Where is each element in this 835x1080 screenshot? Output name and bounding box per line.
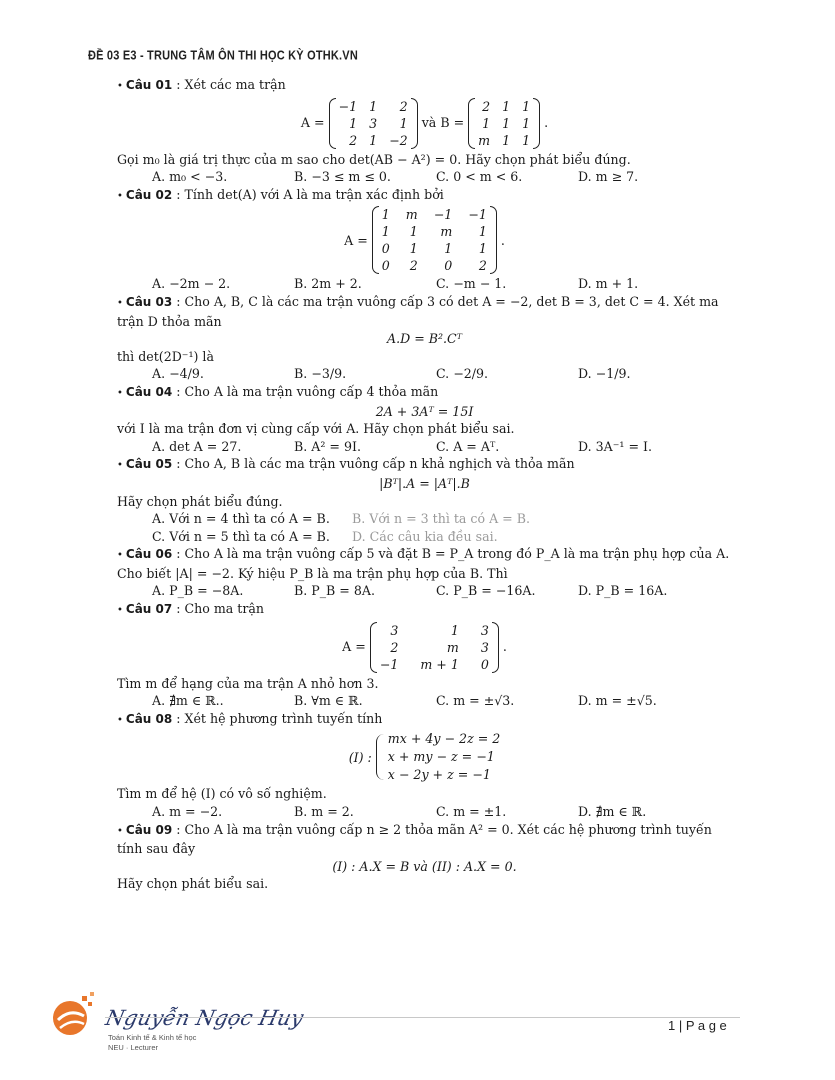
q5-formula: |Bᵀ|.A = |Aᵀ|.B: [379, 475, 470, 491]
q7-matrix-A: [370, 622, 499, 673]
equation-3: x − 2y + z = −1: [387, 767, 491, 783]
matrix-cell: 3: [480, 639, 489, 655]
option-b: B. −3/9.: [294, 366, 347, 382]
matrix-cell: m + 1: [420, 656, 459, 672]
q3-options: [117, 365, 732, 383]
bullet: •: [117, 297, 123, 309]
option-b: B. A² = 9I.: [294, 438, 361, 454]
bullet: •: [117, 190, 123, 202]
matrix-cell: m: [478, 132, 491, 148]
q9-intro2: tính sau đây: [117, 841, 196, 857]
q6-heading: [117, 545, 732, 565]
q8-sys-label: (I) :: [348, 749, 372, 765]
option-c: C. A = Aᵀ.: [436, 438, 500, 454]
matrix-cell: 3: [480, 622, 489, 638]
q1-tail: .: [544, 115, 549, 131]
matrix-cell: −1: [468, 207, 487, 223]
q6-title: Câu 06: [125, 547, 173, 562]
q1-title: Câu 01: [125, 78, 173, 92]
option-a: A. m₀ < −3.: [152, 169, 228, 185]
q2-matrix-row: [117, 206, 732, 274]
matrix-cell: 0: [381, 258, 390, 274]
option-c: C. m = ±1.: [436, 804, 507, 820]
q6-intro: : Cho A là ma trận vuông cấp 5 và đặt B = P_A trong đó P_A là ma trận phụ hợp của A.: [176, 546, 730, 562]
q3-text: thì det(2D⁻¹) là: [117, 348, 214, 364]
option-a: A. m = −2.: [152, 804, 223, 820]
option-d: D. ∄m ∈ ℝ.: [578, 804, 647, 820]
q7-A-label: A =: [342, 639, 366, 655]
q3-title: Câu 03: [125, 294, 173, 309]
q7-title: Câu 07: [125, 602, 173, 617]
q1-heading: [117, 76, 732, 96]
q9-title: Câu 09: [125, 822, 173, 837]
q8-intro: : Xét hệ phương trình tuyến tính: [176, 710, 383, 726]
q4-intro: : Cho A là ma trận vuông cấp 4 thỏa mãn: [176, 383, 439, 399]
option-d: D. P_B = 16A.: [578, 583, 668, 599]
matrix-cell: 1: [522, 132, 531, 148]
bullet: •: [117, 605, 123, 617]
matrix-cell: 2: [399, 98, 408, 114]
equation-1: mx + 4y − 2z = 2: [387, 731, 501, 747]
option-a: A. P_B = −8A.: [152, 583, 244, 599]
q1-intro: : Xét các ma trận: [176, 77, 286, 92]
option-a: A. det A = 27.: [152, 438, 242, 454]
q1-options: [117, 168, 732, 186]
logo-icon: [48, 990, 110, 1042]
q4-options: [117, 438, 732, 456]
matrix-cell: 1: [482, 115, 491, 131]
exam-content: [117, 76, 732, 893]
bullet: •: [117, 460, 123, 472]
option-b: B. 2m + 2.: [294, 276, 362, 292]
option-a: A. −4/9.: [152, 366, 204, 382]
q1-text: Gọi m₀ là giá trị thực của m sao cho det(AB − A²) = 0. Hãy chọn phát biểu đúng.: [117, 151, 631, 167]
option-c: C. m = ±√3.: [436, 693, 515, 709]
q9-intro: : Cho A là ma trận vuông cấp n ≥ 2 thỏa mãn A² = 0. Xét các hệ phương trình tuyến: [176, 821, 712, 837]
q1-matrices: [117, 98, 732, 149]
q1-matrix-A: [329, 98, 418, 149]
matrix-cell: 1: [502, 132, 511, 148]
q3-heading: [117, 293, 732, 313]
q7-tail: .: [502, 639, 507, 655]
q1-mid: và B =: [421, 115, 465, 131]
q8-equations: [376, 730, 501, 784]
logo-caption: [108, 1033, 196, 1053]
q3-intro2: trận D thỏa mãn: [117, 313, 222, 329]
matrix-cell: 3: [390, 622, 399, 638]
q2-tail: .: [500, 232, 505, 248]
q7-options: [117, 692, 732, 710]
matrix-cell: 0: [444, 258, 453, 274]
option-b: B. Với n = 3 thì ta có A = B.: [352, 511, 530, 527]
matrix-cell: 1: [450, 622, 459, 638]
logo-line-2: NEU · Lecturer: [108, 1043, 159, 1052]
q9-formula: (I) : A.X = B và (II) : A.X = 0.: [332, 858, 517, 874]
q8-system: [117, 730, 732, 784]
matrix-cell: 1: [381, 207, 390, 223]
option-a: A. −2m − 2.: [152, 276, 231, 292]
option-c: C. −m − 1.: [436, 276, 507, 292]
footer-divider: [105, 1017, 740, 1018]
matrix-cell: 1: [522, 115, 531, 131]
matrix-cell: 1: [478, 241, 487, 257]
page-number: 1 | P a g e: [668, 1018, 727, 1033]
q7-heading: [117, 600, 732, 620]
q9-heading: [117, 821, 732, 841]
q5-heading: [117, 455, 732, 475]
q8-options: [117, 803, 732, 821]
option-d: D. m + 1.: [578, 276, 639, 292]
q6-text: Cho biết |A| = −2. Ký hiệu P_B là ma trận phụ hợp của B. Thì: [117, 565, 508, 581]
option-b: B. −3 ≤ m ≤ 0.: [294, 169, 391, 185]
matrix-cell: 0: [480, 656, 489, 672]
q4-formula: 2A + 3Aᵀ = 15I: [375, 403, 474, 419]
option-b: B. P_B = 8A.: [294, 583, 375, 599]
q8-title: Câu 08: [125, 711, 173, 726]
q6-options: [117, 582, 732, 600]
option-b: B. m = 2.: [294, 804, 354, 820]
matrix-cell: 0: [381, 241, 390, 257]
q9-text: Hãy chọn phát biểu sai.: [117, 876, 269, 892]
q7-text: Tìm m để hạng của ma trận A nhỏ hơn 3.: [117, 675, 379, 691]
matrix-cell: 2: [478, 258, 487, 274]
option-b: B. ∀m ∈ ℝ.: [294, 693, 363, 709]
matrix-cell: 2: [409, 258, 418, 274]
matrix-cell: −1: [379, 656, 399, 672]
q2-intro: : Tính det(A) với A là ma trận xác định bởi: [176, 186, 444, 202]
matrix-cell: 3: [369, 115, 378, 131]
option-d: D. −1/9.: [578, 366, 631, 382]
matrix-cell: 1: [502, 98, 511, 114]
matrix-cell: 2: [349, 132, 358, 148]
matrix-cell: 2: [390, 639, 399, 655]
bullet: •: [117, 387, 123, 399]
matrix-cell: −2: [389, 132, 408, 148]
matrix-cell: −1: [338, 98, 358, 114]
matrix-cell: −1: [433, 207, 453, 223]
q2-heading: [117, 186, 732, 206]
option-a: A. Với n = 4 thì ta có A = B.: [152, 511, 330, 527]
q3-intro: : Cho A, B, C là các ma trận vuông cấp 3 có det A = −2, det B = 3, det C = 4. Xét ma: [176, 293, 719, 309]
option-c: C. −2/9.: [436, 366, 489, 382]
option-d: D. 3A⁻¹ = I.: [578, 438, 652, 454]
matrix-cell: 1: [409, 241, 418, 257]
q7-matrix-row: [117, 622, 732, 673]
bullet: •: [117, 550, 123, 562]
equation-2: x + my − z = −1: [387, 749, 495, 765]
matrix-cell: m: [446, 639, 459, 655]
signature: Nguyễn Ngọc Huy: [103, 1006, 306, 1030]
q2-title: Câu 02: [125, 187, 173, 202]
q3-formula: A.D = B².Cᵀ: [387, 331, 462, 347]
matrix-cell: 1: [399, 115, 408, 131]
q8-text: Tìm m để hệ (I) có vô số nghiệm.: [117, 786, 327, 802]
q1-A-label: A =: [300, 115, 325, 131]
matrix-cell: 1: [502, 115, 511, 131]
bullet: •: [117, 825, 123, 837]
q5-options-row1: [117, 510, 732, 528]
option-c: C. 0 < m < 6.: [436, 169, 523, 185]
q4-text: với I là ma trận đơn vị cùng cấp với A. Hãy chọn phát biểu sai.: [117, 421, 515, 437]
matrix-cell: 1: [369, 132, 378, 148]
bullet: •: [117, 714, 123, 726]
option-d: D. m = ±√5.: [578, 693, 657, 709]
option-d: D. m ≥ 7.: [578, 169, 639, 185]
matrix-cell: 1: [444, 241, 453, 257]
q2-matrix-A: [372, 206, 497, 274]
q4-heading: [117, 383, 732, 403]
q2-options: [117, 275, 732, 293]
document-header: ĐỀ 03 E3 - TRUNG TÂM ÔN THI HỌC KỲ OTHK.VN: [88, 49, 358, 63]
matrix-cell: 2: [482, 98, 491, 114]
matrix-cell: 1: [478, 224, 487, 240]
matrix-cell: 1: [349, 115, 358, 131]
bullet: •: [117, 81, 123, 92]
matrix-cell: 1: [369, 98, 378, 114]
matrix-cell: 1: [522, 98, 531, 114]
matrix-cell: 1: [381, 224, 390, 240]
q5-text: Hãy chọn phát biểu đúng.: [117, 493, 283, 509]
option-c: C. Với n = 5 thì ta có A = B.: [152, 528, 330, 544]
option-a: A. ∄m ∈ ℝ..: [152, 693, 224, 709]
q5-intro: : Cho A, B là các ma trận vuông cấp n khả nghịch và thỏa mãn: [176, 456, 575, 472]
q8-heading: [117, 710, 732, 730]
brace-icon: [376, 734, 385, 780]
q5-title: Câu 05: [125, 457, 173, 472]
q7-intro: : Cho ma trận: [176, 601, 264, 617]
matrix-cell: m: [440, 224, 453, 240]
q1-matrix-B: [468, 98, 540, 149]
q5-options-row2: [117, 528, 732, 546]
logo-line-1: Toán Kinh tế & Kinh tế học: [108, 1033, 197, 1042]
option-d: D. Các câu kia đều sai.: [352, 528, 498, 544]
matrix-cell: m: [405, 207, 418, 223]
option-c: C. P_B = −16A.: [436, 583, 536, 599]
matrix-cell: 1: [409, 224, 418, 240]
q2-A-label: A =: [344, 232, 368, 248]
q4-title: Câu 04: [125, 384, 173, 399]
